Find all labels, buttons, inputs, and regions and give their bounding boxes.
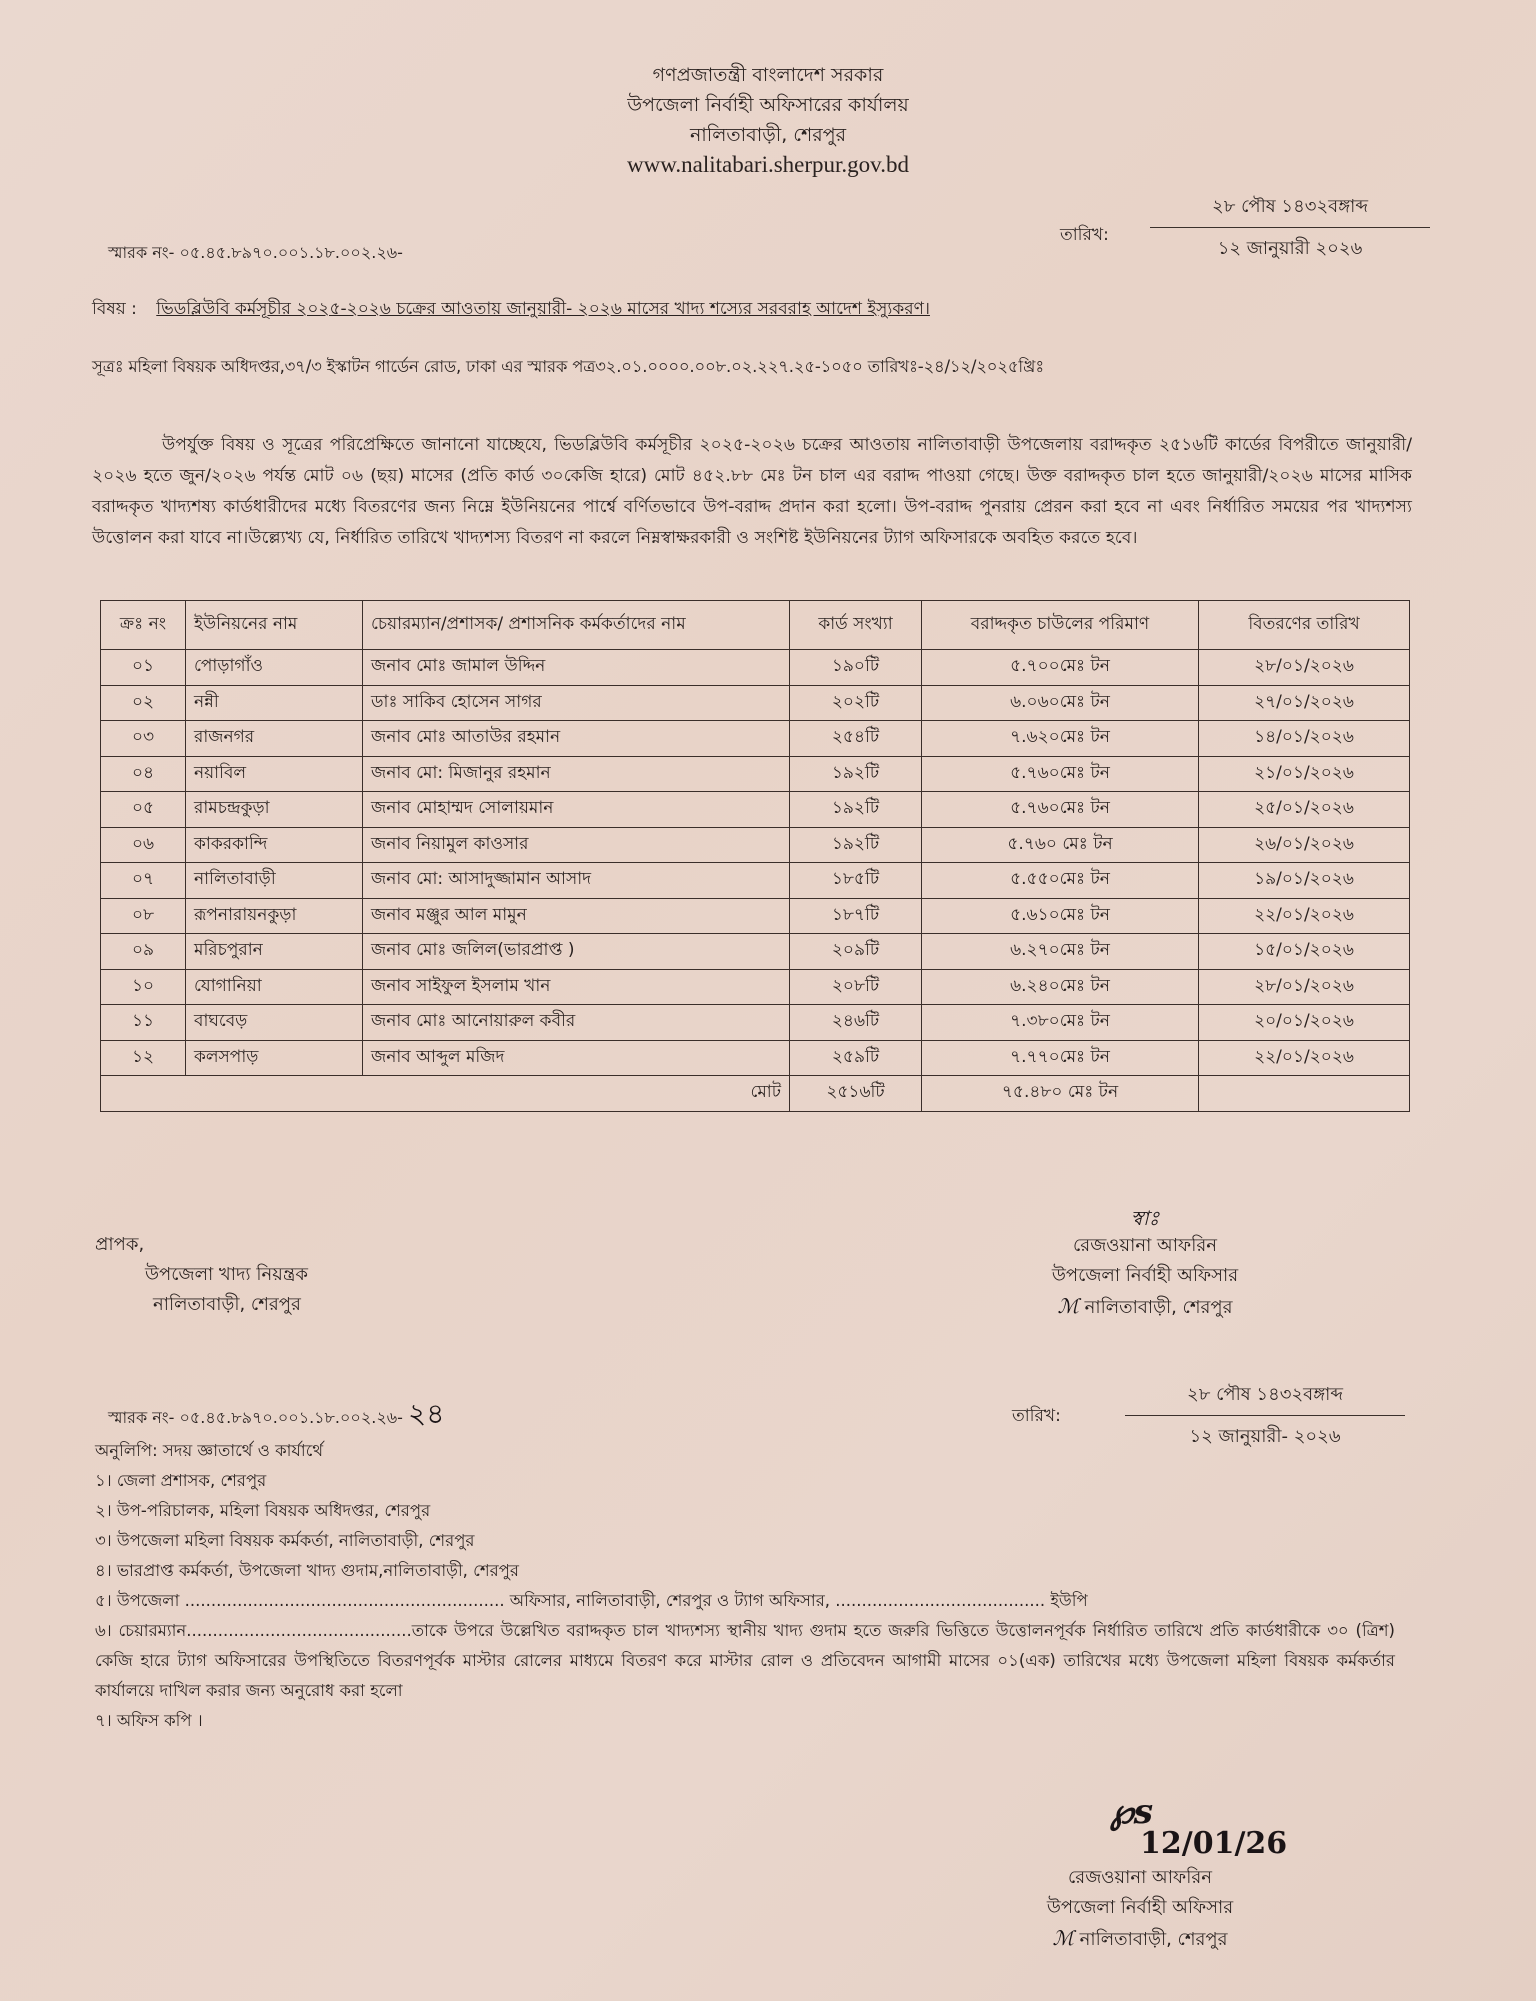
memo-number-2: স্মারক নং- ০৫.৪৫.৮৯৭০.০০১.১৮.০০২.২৬- ২৪ — [108, 1397, 445, 1430]
cell-distribution-date: ২২/০১/২০২৬ — [1199, 898, 1410, 934]
copies-block — [95, 1436, 1395, 1736]
cell-rice-amount: ৫.৭০০মেঃ টন — [922, 650, 1199, 686]
table-header-row — [101, 601, 1410, 650]
cell-rice-amount: ৫.৭৬০মেঃ টন — [922, 756, 1199, 792]
cell-chairman-name: জনাব মোহাম্মদ সোলায়মান — [363, 792, 790, 828]
copies-heading: অনুলিপি: সদয় জ্ঞাতার্থে ও কার্যার্থে — [95, 1441, 324, 1460]
handwritten-date: 12/01/26 — [1140, 1826, 1288, 1861]
table-row — [101, 969, 1410, 1005]
recipient-label: প্রাপক, — [95, 1234, 145, 1255]
signature-block-1 — [980, 1205, 1310, 1323]
col-header-cards: কার্ড সংখ্যা — [790, 601, 922, 650]
table-row — [101, 1040, 1410, 1076]
allocation-table — [100, 600, 1410, 1112]
cell-rice-amount: ৬.০৬০মেঃ টন — [922, 685, 1199, 721]
signature-block-2 — [980, 1863, 1300, 1955]
cell-rice-amount: ৭.৭৭০মেঃ টন — [922, 1040, 1199, 1076]
memo-number: স্মারক নং- ০৫.৪৫.৮৯৭০.০০১.১৮.০০২.২৬- — [108, 243, 403, 262]
cell-union: নন্নী — [186, 685, 363, 721]
cell-serial: ০৪ — [101, 756, 186, 792]
website-link[interactable]: www.nalitabari.sherpur.gov.bd — [627, 152, 909, 177]
cell-serial: ১০ — [101, 969, 186, 1005]
copy-item: ২। উপ-পরিচালক, মহিলা বিষয়ক অধিদপ্তর, শেরপুর — [95, 1501, 431, 1520]
cell-serial: ০৯ — [101, 934, 186, 970]
cell-union: রূপনারায়নকুড়া — [186, 898, 363, 934]
col-header-rice: বরাদ্দকৃত চাউলের পরিমাণ — [922, 601, 1199, 650]
cell-chairman-name: জনাব মোঃ জামাল উদ্দিন — [363, 650, 790, 686]
cell-union: মরিচপুরান — [186, 934, 363, 970]
cell-rice-amount: ৫.৭৬০ মেঃ টন — [922, 827, 1199, 863]
cell-chairman-name: ডাঃ সাকিব হোসেন সাগর — [363, 685, 790, 721]
cell-card-count: ১৯২টি — [790, 756, 922, 792]
signatory-place-2: ℳ নালিতাবাড়ী, শেরপুর — [1052, 1926, 1228, 1950]
cell-distribution-date: ১৫/০১/২০২৬ — [1199, 934, 1410, 970]
cell-card-count: ১৯২টি — [790, 792, 922, 828]
copy-item: ৩। উপজেলা মহিলা বিষয়ক কর্মকর্তা, নালিতাবাড়ী, শেরপুর — [95, 1531, 475, 1550]
cell-distribution-date: ১৪/০১/২০২৬ — [1199, 721, 1410, 757]
cell-serial: ০৮ — [101, 898, 186, 934]
cell-serial: ১২ — [101, 1040, 186, 1076]
cell-union: নয়াবিল — [186, 756, 363, 792]
total-date-empty — [1199, 1076, 1410, 1112]
cell-union: রাজনগর — [186, 721, 363, 757]
cell-rice-amount: ৬.২৪০মেঃ টন — [922, 969, 1199, 1005]
signatory-name-2: রেজওয়ানা আফরিন — [1067, 1867, 1212, 1888]
cell-card-count: ২০২টি — [790, 685, 922, 721]
cell-serial: ০৩ — [101, 721, 186, 757]
cell-serial: ০৭ — [101, 863, 186, 899]
total-rice: ৭৫.৪৮০ মেঃ টন — [922, 1076, 1199, 1112]
table-row — [101, 898, 1410, 934]
table-row — [101, 827, 1410, 863]
cell-distribution-date: ২১/০১/২০২৬ — [1199, 756, 1410, 792]
date-bangla: ২৮ পৌষ ১৪৩২বঙ্গাব্দ — [1150, 192, 1430, 228]
cell-serial: ০১ — [101, 650, 186, 686]
cell-chairman-name: জনাব মোঃ আতাউর রহমান — [363, 721, 790, 757]
date-english: ১২ জানুয়ারী ২০২৬ — [1217, 238, 1363, 259]
cell-union: কলসপাড় — [186, 1040, 363, 1076]
cell-rice-amount: ৭.৬২০মেঃ টন — [922, 721, 1199, 757]
cell-serial: ০৬ — [101, 827, 186, 863]
reference-line: সূত্রঃ মহিলা বিষয়ক অধিদপ্তর,৩৭/৩ ইস্কাটন গার্ডেন রোড, ঢাকা এর স্মারক পত্র৩২.০১.০০০০.০০৮.০২.২২৭.২৫-১০৫০ তারিখঃ-২৪/১২/২০২৫খ্রিঃ — [92, 357, 1044, 376]
date-english-2: ১২ জানুয়ারী- ২০২৬ — [1189, 1426, 1341, 1447]
handwritten-memo-number: ২৪ — [408, 1397, 445, 1430]
signature-mark: স্বাঃ — [1130, 1206, 1160, 1230]
signatory-title-2: উপজেলা নির্বাহী অফিসার — [1046, 1897, 1234, 1918]
copy-item: ১। জেলা প্রশাসক, শেরপুর — [95, 1471, 267, 1490]
col-header-chairman: চেয়ারম্যান/প্রশাসক/ প্রশাসনিক কর্মকর্তাদের নাম — [363, 601, 790, 650]
cell-chairman-name: জনাব মো: মিজানুর রহমান — [363, 756, 790, 792]
govt-name: গণপ্রজাতন্ত্রী বাংলাদেশ সরকার — [652, 64, 884, 86]
total-label: মোট — [101, 1076, 790, 1112]
date-bangla-2: ২৮ পৌষ ১৪৩২বঙ্গাব্দ — [1125, 1380, 1405, 1416]
cell-union: রামচন্দ্রকুড়া — [186, 792, 363, 828]
office-name: উপজেলা নির্বাহী অফিসারের কার্যালয় — [627, 94, 909, 116]
date-label-2: তারিখ: — [1012, 1406, 1061, 1426]
cell-card-count: ২৫৯টি — [790, 1040, 922, 1076]
cell-card-count: ২০৯টি — [790, 934, 922, 970]
cell-distribution-date: ১৯/০১/২০২৬ — [1199, 863, 1410, 899]
copy-item: ৪। ভারপ্রাপ্ত কর্মকর্তা, উপজেলা খাদ্য গুদাম,নালিতাবাড়ী, শেরপুর — [95, 1561, 519, 1580]
table-row — [101, 650, 1410, 686]
total-cards: ২৫১৬টি — [790, 1076, 922, 1112]
cell-distribution-date: ২৬/০১/২০২৬ — [1199, 827, 1410, 863]
recipient-line1: উপজেলা খাদ্য নিয়ন্ত্রক — [145, 1264, 308, 1285]
col-header-union: ইউনিয়নের নাম — [186, 601, 363, 650]
initial-scribble-icon: ℳ — [1052, 1926, 1074, 1950]
recipient-line2: নালিতাবাড়ী, শেরপুর — [153, 1294, 301, 1315]
cell-distribution-date: ২৮/০১/২০২৬ — [1199, 969, 1410, 1005]
cell-card-count: ১৮৭টি — [790, 898, 922, 934]
office-location: নালিতাবাড়ী, শেরপুর — [689, 124, 847, 146]
subject-label: বিষয় : — [92, 299, 137, 319]
table-row — [101, 863, 1410, 899]
cell-chairman-name: জনাব মো: আসাদুজ্জামান আসাদ — [363, 863, 790, 899]
signatory-place: ℳ নালিতাবাড়ী, শেরপুর — [1057, 1294, 1233, 1318]
cell-distribution-date: ২২/০১/২০২৬ — [1199, 1040, 1410, 1076]
cell-chairman-name: জনাব মোঃ আনোয়ারুল কবীর — [363, 1005, 790, 1041]
table-row — [101, 1005, 1410, 1041]
letterhead — [0, 60, 1536, 180]
recipient-block — [95, 1230, 308, 1320]
subject-line — [92, 296, 1452, 324]
signatory-title: উপজেলা নির্বাহী অফিসার — [1051, 1265, 1239, 1286]
table-row — [101, 721, 1410, 757]
signatory-name: রেজওয়ানা আফরিন — [1072, 1235, 1217, 1256]
cell-union: যোগানিয়া — [186, 969, 363, 1005]
cell-rice-amount: ৫.৭৬০মেঃ টন — [922, 792, 1199, 828]
col-header-serial: ক্রঃ নং — [101, 601, 186, 650]
cell-distribution-date: ২৭/০১/২০২৬ — [1199, 685, 1410, 721]
handwritten-signature — [1110, 1792, 1330, 1861]
cell-rice-amount: ৫.৫৫০মেঃ টন — [922, 863, 1199, 899]
col-header-date: বিতরণের তারিখ — [1199, 601, 1410, 650]
cell-card-count: ১৯২টি — [790, 827, 922, 863]
copy-item: ৫। উপজেলা ............................................................. অফিসার, নালিতাবাড়ী, শেরপুর ও ট্যাগ অফিসার, ........................................ ইউপি — [95, 1591, 1088, 1610]
cell-serial: ০৫ — [101, 792, 186, 828]
cell-chairman-name: জনাব নিয়ামুল কাওসার — [363, 827, 790, 863]
copy-item: ৬। চেয়ারম্যান...........................................তাকে উপরে উল্লেখিত বরাদ্দকৃত চাল খাদ্যশস্য স্থানীয় খাদ্য গুদাম হতে জরুরি ভিত্তিতে উত্তোলনপূর্বক নির্ধারিত তারিখে প্রতি কার্ডধারীকে ৩০ (ত্রিশ) কেজি হারে ট্যাগ অফিসারের উপস্থিতিতে বিতরণপূর্বক মাস্টার রোলের মাধ্যমে বিতরণ করে মাস্টার রোল ও প্রতিবেদন আগামী মাসের ০১(এক) তারিখের মধ্যে উপজেলা মহিলা বিষয়ক কর্মকর্তার কার্যালয়ে দাখিল করার জন্য অনুরোধ করা হলো — [95, 1621, 1395, 1700]
copy-item: ৭। অফিস কপি । — [95, 1711, 203, 1730]
cell-distribution-date: ২৫/০১/২০২৬ — [1199, 792, 1410, 828]
cell-card-count: ১৯০টি — [790, 650, 922, 686]
cell-rice-amount: ৫.৬১০মেঃ টন — [922, 898, 1199, 934]
cell-union: নালিতাবাড়ী — [186, 863, 363, 899]
signature-scribble-icon: ℘ꜱ — [1110, 1792, 1153, 1832]
cell-card-count: ২৪৬টি — [790, 1005, 922, 1041]
cell-chairman-name: জনাব মোঃ জলিল(ভারপ্রাপ্ত ) — [363, 934, 790, 970]
cell-distribution-date: ২০/০১/২০২৬ — [1199, 1005, 1410, 1041]
table-row — [101, 756, 1410, 792]
table-row — [101, 685, 1410, 721]
cell-chairman-name: জনাব সাইফুল ইসলাম খান — [363, 969, 790, 1005]
table-total-row — [101, 1076, 1410, 1112]
cell-serial: ০২ — [101, 685, 186, 721]
cell-chairman-name: জনাব আব্দুল মজিদ — [363, 1040, 790, 1076]
cell-union: পোড়াগাঁও — [186, 650, 363, 686]
cell-card-count: ২৫৪টি — [790, 721, 922, 757]
table-row — [101, 934, 1410, 970]
subject-text: ভিডব্লিউবি কর্মসূচীর ২০২৫-২০২৬ চক্রের আওতায় জানুয়ারী- ২০২৬ মাসের খাদ্য শস্যের সরবরাহ আদেশ ইস্যুকরণ। — [156, 299, 930, 319]
cell-union: বাঘবেড় — [186, 1005, 363, 1041]
table-row — [101, 792, 1410, 828]
date-block — [1150, 192, 1430, 265]
cell-distribution-date: ২৮/০১/২০২৬ — [1199, 650, 1410, 686]
initial-scribble-icon: ℳ — [1057, 1294, 1079, 1318]
body-paragraph: উপর্যুক্ত বিষয় ও সূত্রের পরিপ্রেক্ষিতে জানানো যাচ্ছেযে, ভিডব্লিউবি কর্মসূচীর ২০২৫-২০২৬ চক্রের আওতায় নালিতাবাড়ী উপজেলায় বরাদ্দকৃত ২৫১৬টি কার্ডের বিপরীতে জানুয়ারী/২০২৬ হতে জুন/২০২৬ পর্যন্ত মোট ০৬ (ছয়) মাসের (প্রতি কার্ড ৩০কেজি হারে) মোট ৪৫২.৮৮ মেঃ টন চাল এর বরাদ্দ পাওয়া গেছে। উক্ত বরাদ্দকৃত চাল হতে জানুয়ারী/২০২৬ মাসের মাসিক বরাদ্দকৃত খাদ্যশষ্য কার্ডধারীদের মধ্যে বিতরণের জন্য নিম্নে ইউনিয়নের পার্শ্বে বর্ণিতভাবে উপ-বরাদ্দ প্রদান করা হলো। উপ-বরাদ্দ পুনরায় প্রেরন করা হবে না এবং নির্ধারিত সময়ের পর খাদ্যশস্য উত্তোলন করা যাবে না।উল্ল্যেখ্য যে, নির্ধারিত তারিখে খাদ্যশস্য বিতরণ না করলে নিম্নস্বাক্ষরকারী ও সংশিষ্ট ইউনিয়নের ট্যাগ অফিসারকে অবহিত করতে হবে। — [92, 435, 1413, 548]
cell-rice-amount: ৬.২৭০মেঃ টন — [922, 934, 1199, 970]
cell-card-count: ১৮৫টি — [790, 863, 922, 899]
cell-chairman-name: জনাব মঞ্জুর আল মামুন — [363, 898, 790, 934]
cell-union: কাকরকান্দি — [186, 827, 363, 863]
cell-card-count: ২০৮টি — [790, 969, 922, 1005]
cell-serial: ১১ — [101, 1005, 186, 1041]
date-label: তারিখ: — [1060, 225, 1109, 245]
cell-rice-amount: ৭.৩৮০মেঃ টন — [922, 1005, 1199, 1041]
